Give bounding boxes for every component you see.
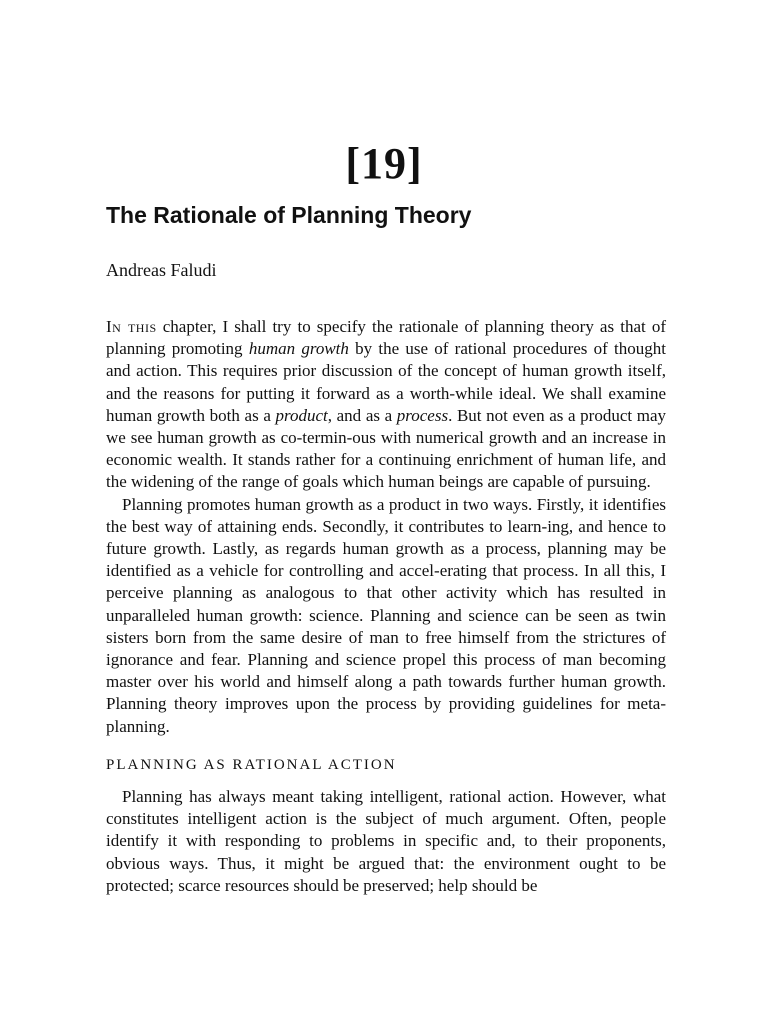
text-run: by the use of rational procedures of thought and action. This requires prior discussion of the concept of human growth itself, and the reasons for putting it forward as a worth-while ideal. We shall examine human growth both as a (106, 339, 667, 425)
paragraph-rational-action: Planning has always meant taking intelligent, rational action. However, what constitutes intelligent action is the subject of much argument. Often, people identify it with responding to problems in specific and, to their proponents, obvious ways. Thus, it might be argued that: the environment ought to be protected; scarce resources should be preserved; help should be (106, 787, 666, 895)
author-name: Andreas Faludi (106, 260, 217, 280)
chapter-title: The Rationale of Planning Theory (106, 202, 472, 228)
italic-term: product (275, 405, 328, 425)
text-run: . But not even as a product may we see human growth as co-termin-ous with numerical growth and an increase in economic wealth. It stands rather for a continuing enrichment of human life, and the widening of the range of goals which human beings are capable of pursuing. (106, 405, 667, 492)
text-run: chapter, I shall try to specify the rationale of planning theory as that of planning promoting (106, 317, 666, 359)
lead-in-small-caps: In this (106, 317, 157, 336)
text-run: , and as a (327, 405, 397, 425)
section-heading: PLANNING AS RATIONAL ACTION (106, 756, 397, 773)
body-text (106, 316, 666, 897)
italic-term: human growth (248, 339, 349, 359)
italic-term: process (396, 405, 449, 425)
paragraph-intro (106, 316, 666, 494)
paragraph-planning-promotes: Planning promotes human growth as a product in two ways. Firstly, it identifies the best way of attaining ends. Secondly, it contributes to learn-ing, and hence to future growth. Lastly, as regards human growth as a process, planning may be identified as a vehicle for controlling and accel-erating that process. In all this, I perceive planning as analogous to that other activity which has resulted in unparalleled human growth: science. Planning and science can be seen as twin sisters born from the same desire of man to free himself from the strictures of ignorance and fear. Planning and science propel this process of man becoming master over his world and himself along a path towards further human growth. Planning theory improves upon the process by providing guidelines for meta-planning. (106, 494, 666, 736)
chapter-number: [19] (345, 139, 423, 188)
